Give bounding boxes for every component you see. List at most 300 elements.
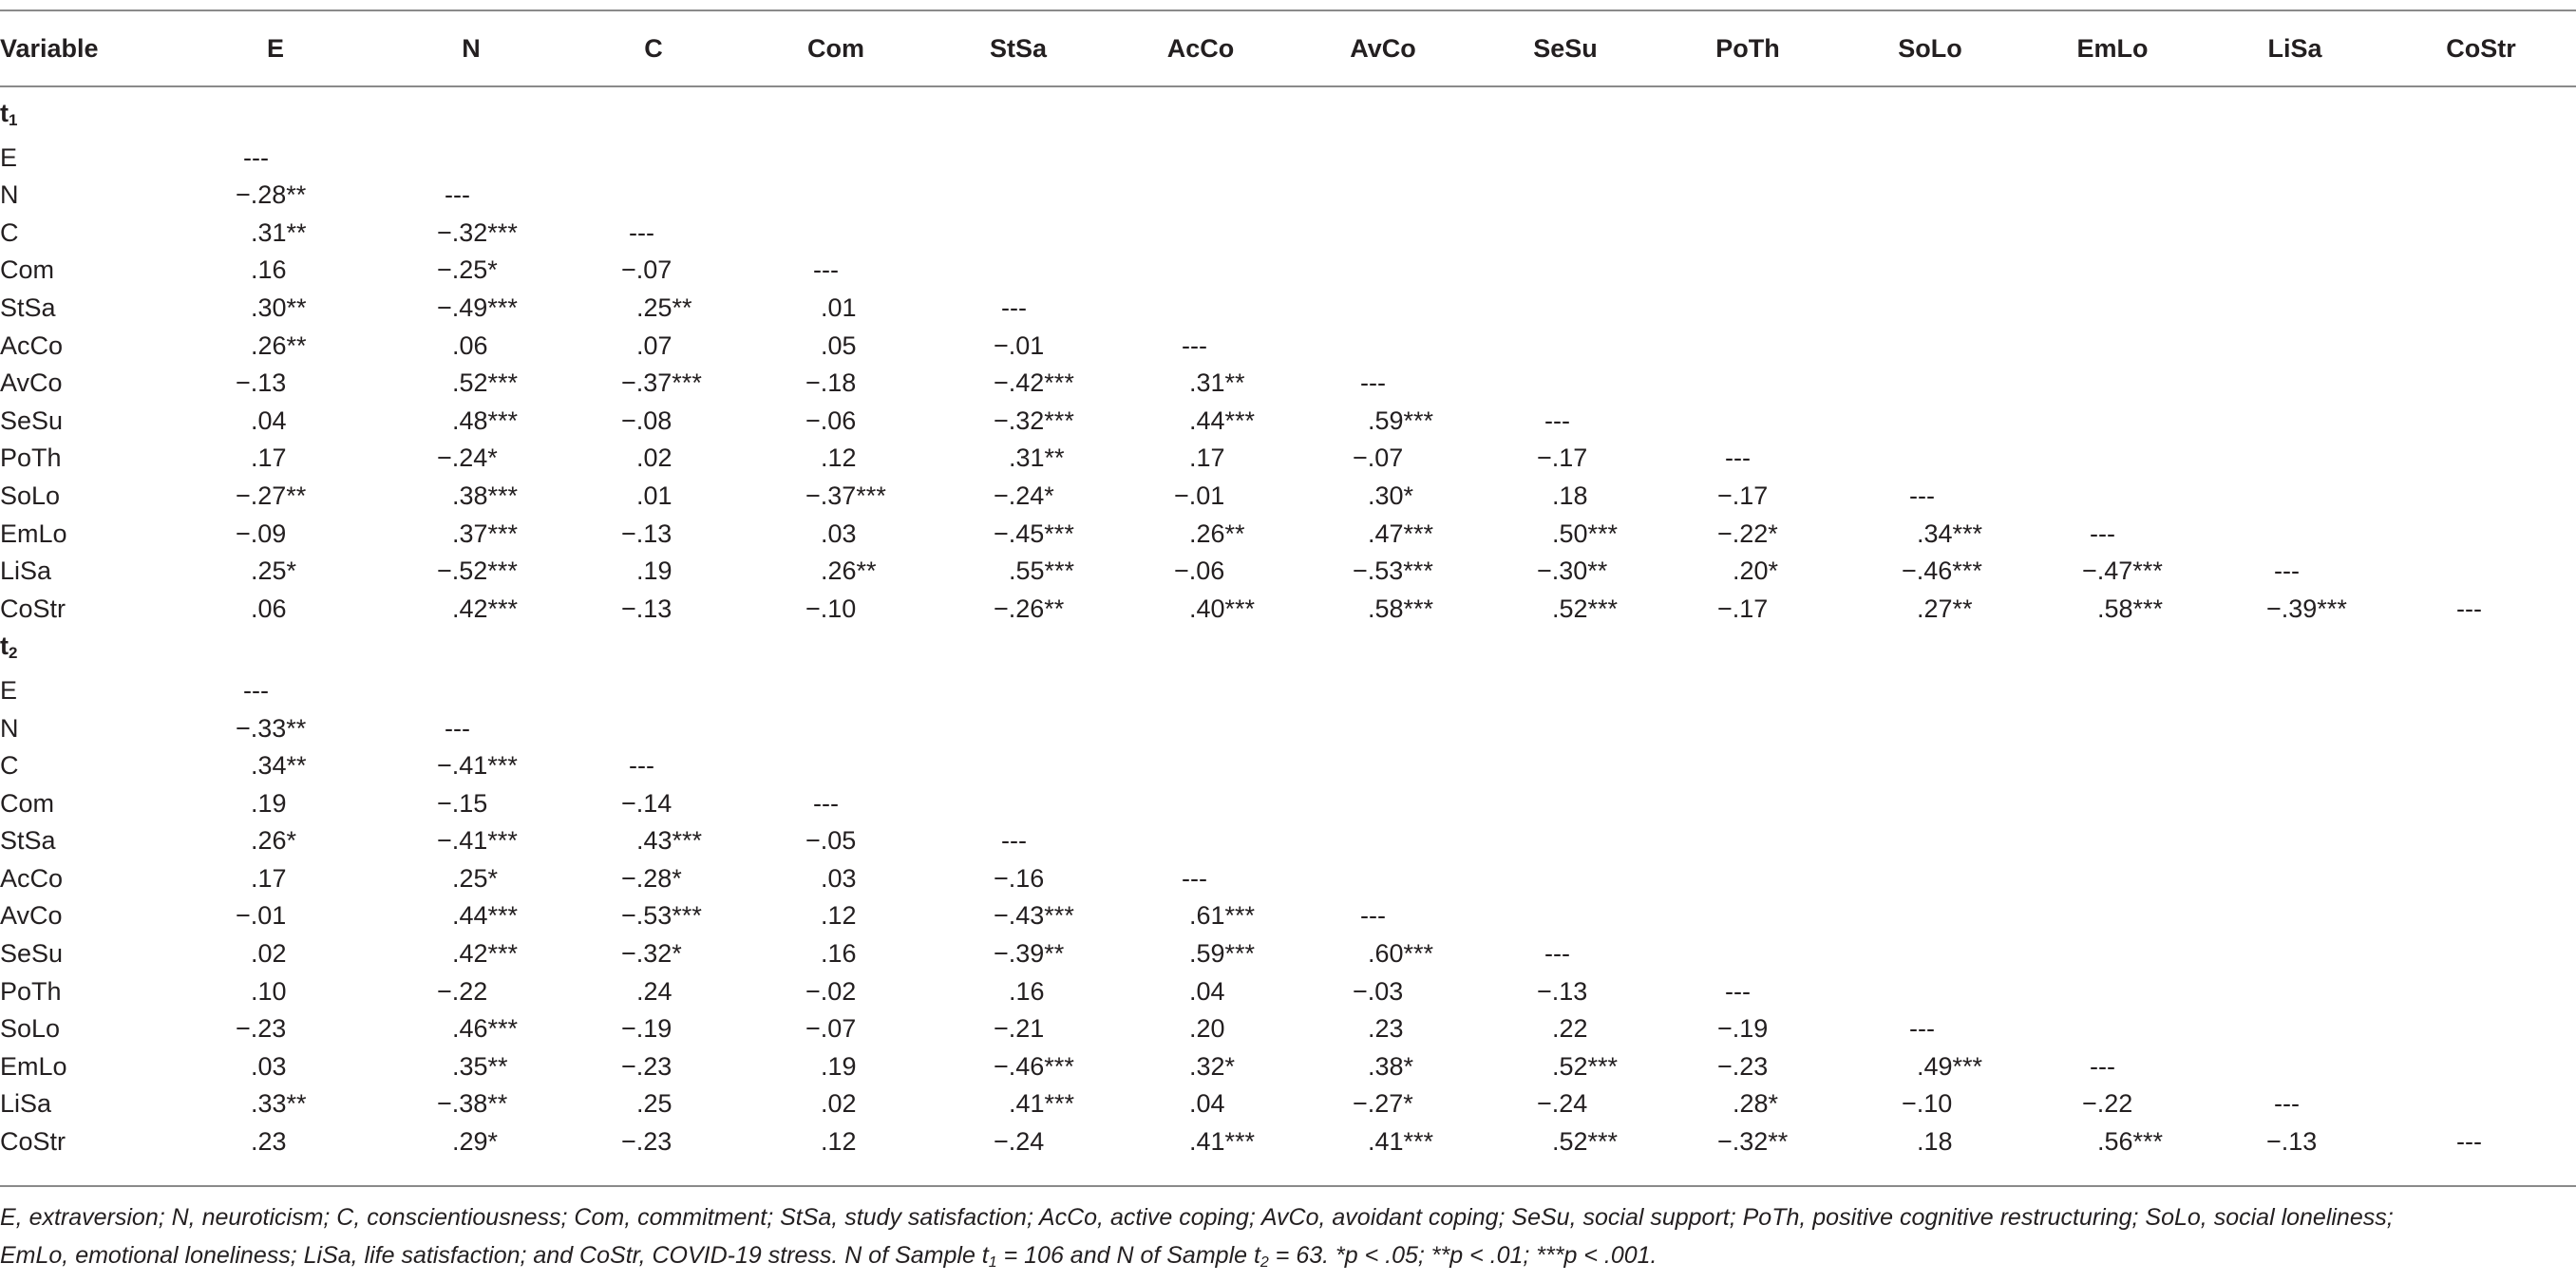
diagonal-cell: --- xyxy=(243,675,269,705)
empty-cell xyxy=(2021,747,2204,785)
table-cell xyxy=(171,215,380,253)
empty-cell xyxy=(2386,252,2576,290)
empty-cell xyxy=(1292,785,1474,823)
table-cell xyxy=(1474,553,1657,591)
table-cell xyxy=(1657,591,1839,629)
table-cell xyxy=(745,440,927,478)
table-cell xyxy=(1839,516,2021,554)
empty-cell xyxy=(1839,710,2021,748)
empty-cell xyxy=(745,747,927,785)
row-label: LiSa xyxy=(0,1089,52,1119)
correlation-value: −.37*** xyxy=(805,481,886,510)
table-cell xyxy=(171,140,380,178)
table-cell xyxy=(380,1010,562,1048)
correlation-value: .38*** xyxy=(452,481,519,510)
correlation-value: −.06 xyxy=(805,405,857,435)
correlation-table xyxy=(0,11,2576,1161)
empty-cell xyxy=(2386,328,2576,366)
correlation-value: −.13 xyxy=(1537,976,1588,1006)
correlation-value: .44*** xyxy=(1189,405,1256,435)
table-cell xyxy=(171,478,380,516)
correlation-value: .27** xyxy=(1917,594,1973,623)
correlation-value: −.22 xyxy=(2082,1089,2133,1119)
table-cell xyxy=(1474,478,1657,516)
empty-cell xyxy=(1474,252,1657,290)
empty-cell xyxy=(1657,672,1839,710)
empty-cell xyxy=(1474,860,1657,898)
correlation-value: .18 xyxy=(1552,481,1588,510)
correlation-value: −.24* xyxy=(994,481,1054,510)
table-row xyxy=(0,897,2576,935)
table-cell xyxy=(927,328,1109,366)
table-cell xyxy=(171,935,380,973)
row-label: C xyxy=(0,751,19,781)
empty-cell xyxy=(1657,785,1839,823)
table-cell xyxy=(380,710,562,748)
table-cell xyxy=(562,591,745,629)
table-cell xyxy=(171,516,380,554)
empty-cell xyxy=(2021,215,2204,253)
correlation-value: .34*** xyxy=(1917,518,1983,548)
correlation-value: .12 xyxy=(821,1127,857,1157)
correlation-value: −.07 xyxy=(621,255,672,285)
row-label: CoStr xyxy=(0,1127,66,1157)
table-cell xyxy=(927,860,1109,898)
table-cell xyxy=(562,252,745,290)
correlation-value: −.17 xyxy=(1537,443,1588,473)
empty-cell xyxy=(2021,290,2204,328)
empty-cell xyxy=(1474,140,1657,178)
correlation-value: .03 xyxy=(821,863,857,893)
table-cell xyxy=(927,1123,1109,1161)
table-cell xyxy=(745,252,927,290)
table-cell xyxy=(1657,1123,1839,1161)
table-cell xyxy=(380,591,562,629)
table-cell xyxy=(927,478,1109,516)
correlation-value: .16 xyxy=(1009,976,1045,1006)
table-cell xyxy=(745,973,927,1011)
footnote-sub-2: 2 xyxy=(1260,1254,1269,1271)
empty-cell xyxy=(380,672,562,710)
table-cell xyxy=(1109,1048,1292,1086)
table-cell xyxy=(745,1085,927,1123)
correlation-value: .26* xyxy=(251,826,297,856)
table-cell xyxy=(927,897,1109,935)
correlation-value: .17 xyxy=(1189,443,1225,473)
correlation-value: −.13 xyxy=(236,368,287,398)
empty-cell xyxy=(1839,403,2021,441)
correlation-value: −.52*** xyxy=(437,556,518,586)
table-cell xyxy=(171,973,380,1011)
empty-cell xyxy=(1657,140,1839,178)
section-label: t xyxy=(0,632,9,661)
correlation-value: −.46*** xyxy=(1902,556,1982,586)
empty-cell xyxy=(2386,1010,2576,1048)
empty-cell xyxy=(1292,710,1474,748)
empty-cell xyxy=(1292,252,1474,290)
diagonal-cell: --- xyxy=(1544,405,1570,435)
correlation-value: .04 xyxy=(1189,1089,1225,1119)
table-cell xyxy=(1474,1010,1657,1048)
table-cell xyxy=(380,1085,562,1123)
row-label: SeSu xyxy=(0,939,64,969)
row-label: E xyxy=(0,675,18,705)
empty-cell xyxy=(2021,860,2204,898)
correlation-value: −.03 xyxy=(1353,976,1404,1006)
column-header-emlo: EmLo xyxy=(2076,34,2149,63)
table-cell xyxy=(1109,553,1292,591)
table-cell xyxy=(1109,328,1292,366)
correlation-value: .34** xyxy=(251,751,307,781)
correlation-value: −.10 xyxy=(805,594,857,623)
empty-cell xyxy=(2386,747,2576,785)
table-cell xyxy=(1292,553,1474,591)
correlation-value: .56*** xyxy=(2097,1127,2164,1157)
correlation-value: .12 xyxy=(821,443,857,473)
row-label: AcCo xyxy=(0,863,64,893)
table-cell xyxy=(1839,1010,2021,1048)
correlation-value: .31** xyxy=(1189,368,1245,398)
table-cell xyxy=(2021,516,2204,554)
table-cell xyxy=(2021,591,2204,629)
table-cell xyxy=(1292,516,1474,554)
correlation-value: .12 xyxy=(821,901,857,931)
empty-cell xyxy=(1657,177,1839,215)
correlation-value: −.07 xyxy=(1353,443,1404,473)
correlation-value: .01 xyxy=(636,481,672,510)
empty-cell xyxy=(2021,252,2204,290)
correlation-value: −.15 xyxy=(437,788,488,818)
correlation-value: −.39** xyxy=(994,939,1065,969)
empty-cell xyxy=(745,672,927,710)
correlation-value: −.30** xyxy=(1537,556,1608,586)
table-cell xyxy=(1839,1123,2021,1161)
empty-cell xyxy=(2386,785,2576,823)
table-cell xyxy=(745,591,927,629)
table-cell xyxy=(927,290,1109,328)
bottom-rule xyxy=(0,1185,2576,1187)
row-label: N xyxy=(0,180,19,210)
diagonal-cell: --- xyxy=(1182,863,1207,893)
table-cell xyxy=(171,897,380,935)
correlation-value: .38* xyxy=(1368,1051,1414,1081)
table-cell xyxy=(745,1010,927,1048)
correlation-value: −.32*** xyxy=(437,217,518,247)
empty-cell xyxy=(2386,177,2576,215)
table-cell xyxy=(171,553,380,591)
empty-cell xyxy=(1839,140,2021,178)
empty-cell xyxy=(380,140,562,178)
correlation-value: .31** xyxy=(1009,443,1065,473)
footnote-line-2-a: EmLo, emotional loneliness; LiSa, life satisfaction; and CoStr, COVID-19 stress. N of Sample t xyxy=(0,1242,989,1269)
table-cell xyxy=(1474,1048,1657,1086)
correlation-value: .20* xyxy=(1733,556,1779,586)
empty-cell xyxy=(1657,897,1839,935)
table-cell xyxy=(927,822,1109,860)
correlation-value: −.42*** xyxy=(994,368,1074,398)
row-label: EmLo xyxy=(0,518,67,548)
table-cell xyxy=(1474,440,1657,478)
correlation-value: −.22 xyxy=(437,976,488,1006)
empty-cell xyxy=(2386,440,2576,478)
table-cell xyxy=(1109,478,1292,516)
table-cell xyxy=(171,785,380,823)
empty-cell xyxy=(2204,973,2386,1011)
empty-cell xyxy=(1292,177,1474,215)
empty-cell xyxy=(2204,747,2386,785)
empty-cell xyxy=(562,177,745,215)
table-cell xyxy=(562,822,745,860)
empty-cell xyxy=(2386,290,2576,328)
table-cell xyxy=(380,822,562,860)
table-cell xyxy=(2021,553,2204,591)
empty-cell xyxy=(1657,860,1839,898)
empty-cell xyxy=(1657,215,1839,253)
correlation-value: .60*** xyxy=(1368,939,1434,969)
empty-cell xyxy=(2021,478,2204,516)
table-cell xyxy=(171,328,380,366)
correlation-value: −.13 xyxy=(621,594,672,623)
correlation-value: −.06 xyxy=(1174,556,1225,586)
empty-cell xyxy=(927,710,1109,748)
table-row xyxy=(0,215,2576,253)
table-cell xyxy=(1839,1048,2021,1086)
table-cell xyxy=(2021,1048,2204,1086)
correlation-value: −.19 xyxy=(621,1014,672,1044)
empty-cell xyxy=(1839,785,2021,823)
empty-cell xyxy=(2204,177,2386,215)
table-cell xyxy=(171,591,380,629)
table-cell xyxy=(745,785,927,823)
table-row xyxy=(0,591,2576,629)
correlation-value: −.16 xyxy=(994,863,1045,893)
table-cell xyxy=(380,785,562,823)
correlation-value: .30** xyxy=(251,292,307,322)
correlation-value: .19 xyxy=(251,788,287,818)
empty-cell xyxy=(2021,440,2204,478)
table-cell xyxy=(562,785,745,823)
correlation-value: .04 xyxy=(251,405,287,435)
empty-cell xyxy=(2204,328,2386,366)
diagonal-cell: --- xyxy=(2456,594,2482,623)
empty-cell xyxy=(927,140,1109,178)
correlation-value: −.13 xyxy=(621,518,672,548)
correlation-value: −.38** xyxy=(437,1089,508,1119)
table-cell xyxy=(380,177,562,215)
table-cell xyxy=(1109,897,1292,935)
diagonal-cell: --- xyxy=(2274,556,2300,586)
empty-cell xyxy=(2386,516,2576,554)
table-cell xyxy=(171,440,380,478)
table-cell xyxy=(1657,478,1839,516)
empty-cell xyxy=(2021,403,2204,441)
column-header-e: E xyxy=(266,34,284,63)
empty-cell xyxy=(1839,215,2021,253)
empty-cell xyxy=(1474,177,1657,215)
table-cell xyxy=(2386,1123,2576,1161)
correlation-value: .01 xyxy=(821,292,857,322)
table-cell xyxy=(380,290,562,328)
table-cell xyxy=(927,1085,1109,1123)
empty-cell xyxy=(2386,897,2576,935)
table-cell xyxy=(1292,897,1474,935)
table-cell xyxy=(1474,973,1657,1011)
correlation-value: −.13 xyxy=(2266,1127,2318,1157)
column-header-variable: Variable xyxy=(0,34,99,63)
table-cell xyxy=(562,440,745,478)
empty-cell xyxy=(1109,140,1292,178)
correlation-value: .29* xyxy=(452,1127,499,1157)
empty-cell xyxy=(2021,822,2204,860)
diagonal-cell: --- xyxy=(2090,518,2115,548)
diagonal-cell: --- xyxy=(1182,330,1207,360)
correlation-value: .03 xyxy=(251,1051,287,1081)
row-label: PoTh xyxy=(0,976,62,1006)
table-cell xyxy=(927,591,1109,629)
header-spacer xyxy=(0,85,2576,95)
table-cell xyxy=(1474,935,1657,973)
column-header-avco: AvCo xyxy=(1350,34,1416,63)
empty-cell xyxy=(2021,672,2204,710)
table-cell xyxy=(2204,591,2386,629)
table-cell xyxy=(562,860,745,898)
diagonal-cell: --- xyxy=(243,142,269,172)
correlation-value: .02 xyxy=(251,939,287,969)
correlation-value: −.33** xyxy=(236,713,307,743)
table-cell xyxy=(1109,935,1292,973)
table-cell xyxy=(562,553,745,591)
table-cell xyxy=(745,365,927,403)
correlation-value: −.43*** xyxy=(994,901,1074,931)
correlation-value: .10 xyxy=(251,976,287,1006)
correlation-value: .52*** xyxy=(1552,1127,1619,1157)
column-header-n: N xyxy=(462,34,481,63)
diagonal-cell: --- xyxy=(1909,481,1935,510)
column-header-poth: PoTh xyxy=(1715,34,1780,63)
correlation-value: .03 xyxy=(821,518,857,548)
empty-cell xyxy=(1839,328,2021,366)
table-cell xyxy=(927,365,1109,403)
footnote-line-1: E, extraversion; N, neuroticism; C, conscientiousness; Com, commitment; StSa, study satisfaction; AcCo, active coping; AvCo, avoidant coping; SeSu, social support; PoTh, positive cognitive restructuring; SoLo, social loneliness; xyxy=(0,1204,2394,1231)
correlation-value: −.07 xyxy=(805,1014,857,1044)
empty-cell xyxy=(1109,215,1292,253)
table-cell xyxy=(927,516,1109,554)
row-label: LiSa xyxy=(0,556,52,586)
empty-cell xyxy=(1839,252,2021,290)
column-header-c: C xyxy=(644,34,663,63)
correlation-value: .24 xyxy=(636,976,672,1006)
table-cell xyxy=(380,1048,562,1086)
table-row xyxy=(0,1123,2576,1161)
table-row xyxy=(0,747,2576,785)
diagonal-cell: --- xyxy=(629,751,654,781)
correlation-value: .59*** xyxy=(1368,405,1434,435)
table-cell xyxy=(380,935,562,973)
diagonal-cell: --- xyxy=(629,217,654,247)
correlation-value: −.02 xyxy=(805,976,857,1006)
row-label: Com xyxy=(0,788,55,818)
empty-cell xyxy=(927,177,1109,215)
row-label: Com xyxy=(0,255,55,285)
table-row xyxy=(0,328,2576,366)
empty-cell xyxy=(2386,478,2576,516)
row-label: E xyxy=(0,142,18,172)
table-row xyxy=(0,365,2576,403)
correlation-value: .18 xyxy=(1917,1127,1953,1157)
table-row xyxy=(0,140,2576,178)
table-row xyxy=(0,440,2576,478)
correlation-value: .25 xyxy=(636,1089,672,1119)
table-cell xyxy=(1292,478,1474,516)
correlation-value: .28* xyxy=(1733,1089,1779,1119)
diagonal-cell: --- xyxy=(1725,443,1751,473)
empty-cell xyxy=(1839,672,2021,710)
header-row xyxy=(0,11,2576,85)
empty-cell xyxy=(927,215,1109,253)
table-cell xyxy=(745,328,927,366)
table-cell xyxy=(927,440,1109,478)
table-cell xyxy=(562,1085,745,1123)
correlation-value: .40*** xyxy=(1189,594,1256,623)
correlation-value: −.53*** xyxy=(621,901,702,931)
table-cell xyxy=(2204,1123,2386,1161)
section-header-t2 xyxy=(0,628,2576,672)
row-label: EmLo xyxy=(0,1051,67,1081)
table-cell xyxy=(745,478,927,516)
empty-cell xyxy=(1474,710,1657,748)
empty-cell xyxy=(1839,440,2021,478)
empty-cell xyxy=(2204,785,2386,823)
table-cell xyxy=(562,290,745,328)
correlation-value: .06 xyxy=(452,330,488,360)
table-cell xyxy=(171,860,380,898)
table-cell xyxy=(1474,403,1657,441)
correlation-value: .59*** xyxy=(1189,939,1256,969)
correlation-value: .23 xyxy=(251,1127,287,1157)
table-row xyxy=(0,290,2576,328)
empty-cell xyxy=(2021,785,2204,823)
empty-cell xyxy=(1839,860,2021,898)
correlation-value: .37*** xyxy=(452,518,519,548)
table-cell xyxy=(1109,1123,1292,1161)
correlation-value: .52*** xyxy=(1552,1051,1619,1081)
table-cell xyxy=(2021,1085,2204,1123)
empty-cell xyxy=(1474,328,1657,366)
empty-cell xyxy=(562,140,745,178)
correlation-value: .42*** xyxy=(452,939,519,969)
correlation-value: .19 xyxy=(636,556,672,586)
correlation-value: −.23 xyxy=(1717,1051,1769,1081)
correlation-value: −.32** xyxy=(1717,1127,1789,1157)
empty-cell xyxy=(1292,215,1474,253)
correlation-value: −.39*** xyxy=(2266,594,2347,623)
correlation-value: .61*** xyxy=(1189,901,1256,931)
table-row xyxy=(0,252,2576,290)
table-cell xyxy=(1292,973,1474,1011)
diagonal-cell: --- xyxy=(1725,976,1751,1006)
correlation-value: .26** xyxy=(251,330,307,360)
empty-cell xyxy=(1839,973,2021,1011)
correlation-value: .46*** xyxy=(452,1014,519,1044)
empty-cell xyxy=(2386,1085,2576,1123)
table-row xyxy=(0,935,2576,973)
correlation-value: −.28** xyxy=(236,180,307,210)
empty-cell xyxy=(2386,215,2576,253)
empty-cell xyxy=(1839,177,2021,215)
diagonal-cell: --- xyxy=(1360,368,1386,398)
table-cell xyxy=(380,252,562,290)
empty-cell xyxy=(2204,672,2386,710)
